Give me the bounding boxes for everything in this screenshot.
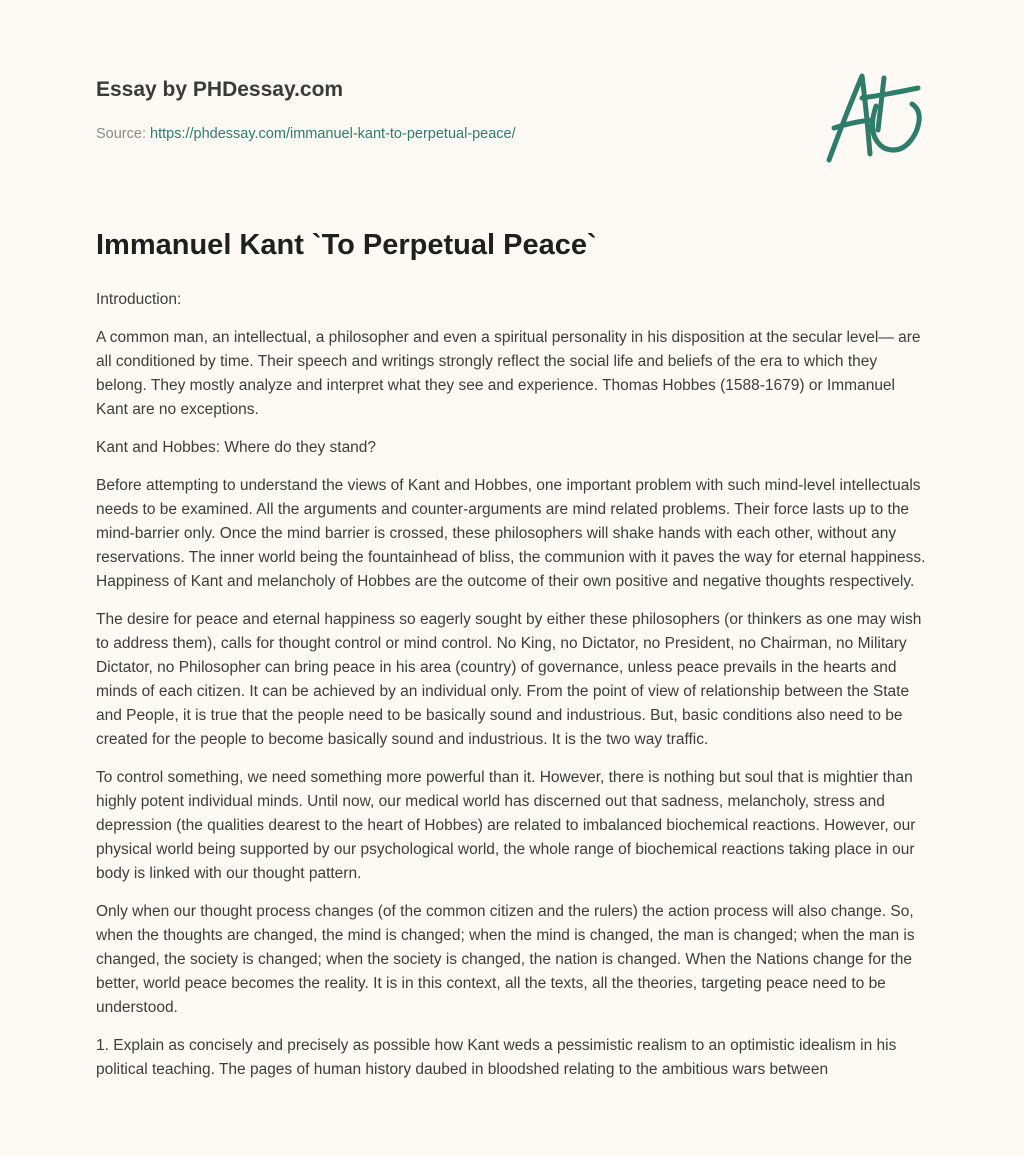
essay-paragraph: Before attempting to understand the views of Kant and Hobbes, one important problem with such mind-level intellectuals needs to be examined. All the arguments and counter-arguments are mind related problems. Their force lasts up to the mind-barrier only. Once the mind barrier is crossed, these philosophers will shake hands with each other, without any reservations. The inner world being the fountainhead of bliss, the communion with it paves the way for eternal happiness. Happiness of Kant and melancholy of Hobbes are the outcome of their own positive and negative thoughts respectively. bbox=[96, 477, 926, 590]
essay-paragraph: 1. Explain as concisely and precisely as possible how Kant weds a pessimistic realism to an optimistic idealism in his political teaching. The pages of human history daubed in bloodshed relating to the ambitious wars between bbox=[96, 1037, 897, 1078]
a-plus-grade-icon bbox=[820, 66, 930, 166]
essay-paragraph: Only when our thought process changes (of the common citizen and the rulers) the action process will also change. So, when the thoughts are changed, the mind is changed; when the mind is changed, the man is changed; when the man is changed, the society is changed; when the society is changed, the nation is changed. When the Nations change for the better, world peace becomes the reality. It is in this context, all the texts, all the theories, targeting peace need to be understood. bbox=[96, 903, 915, 1016]
source-link[interactable]: https://phdessay.com/immanuel-kant-to-perpetual-peace/ bbox=[150, 126, 516, 142]
source-label: Source: bbox=[96, 126, 146, 142]
essay-paragraph: Introduction: bbox=[96, 291, 182, 308]
essay-paragraph: A common man, an intellectual, a philosopher and even a spiritual personality in his disposition at the secular level— are all conditioned by time. Their speech and writings strongly reflect the social life and beliefs of the era to which they belong. They mostly analyze and interpret what they see and experience. Thomas Hobbes (1588-1679) or Immanuel Kant are no exceptions. bbox=[96, 329, 921, 418]
brand-name: Essay by PHDessay.com bbox=[96, 78, 344, 101]
source-line bbox=[96, 124, 796, 144]
essay-title: Immanuel Kant `To Perpetual Peace` bbox=[96, 229, 597, 261]
essay-paragraph: To control something, we need something more powerful than it. However, there is nothing but soul that is mightier than highly potent individual minds. Until now, our medical world has discerned out that sadness, melancholy, stress and depression (the qualities dearest to the heart of Hobbes) are related to imbalanced biochemical reactions. However, our physical world being supported by our psychological world, the whole range of biochemical reactions taking place in our body is linked with our thought pattern. bbox=[96, 769, 916, 882]
essay-paragraph: The desire for peace and eternal happiness so eagerly sought by either these philosophers (or thinkers as one may wish to address them), calls for thought control or mind control. No King, no Dictator, no President, no Chairman, no Military Dictator, no Philosopher can bring peace in his area (country) of governance, unless peace prevails in the hearts and minds of each citizen. It can be achieved by an individual only. From the point of view of relationship between the State and People, it is true that the people need to be basically sound and industrious. But, basic conditions also need to be created for the people to become basically sound and industrious. It is the two way traffic. bbox=[96, 611, 922, 748]
essay-header bbox=[96, 76, 796, 144]
essay-paragraph: Kant and Hobbes: Where do they stand? bbox=[96, 439, 377, 456]
essay-body bbox=[96, 226, 930, 1096]
